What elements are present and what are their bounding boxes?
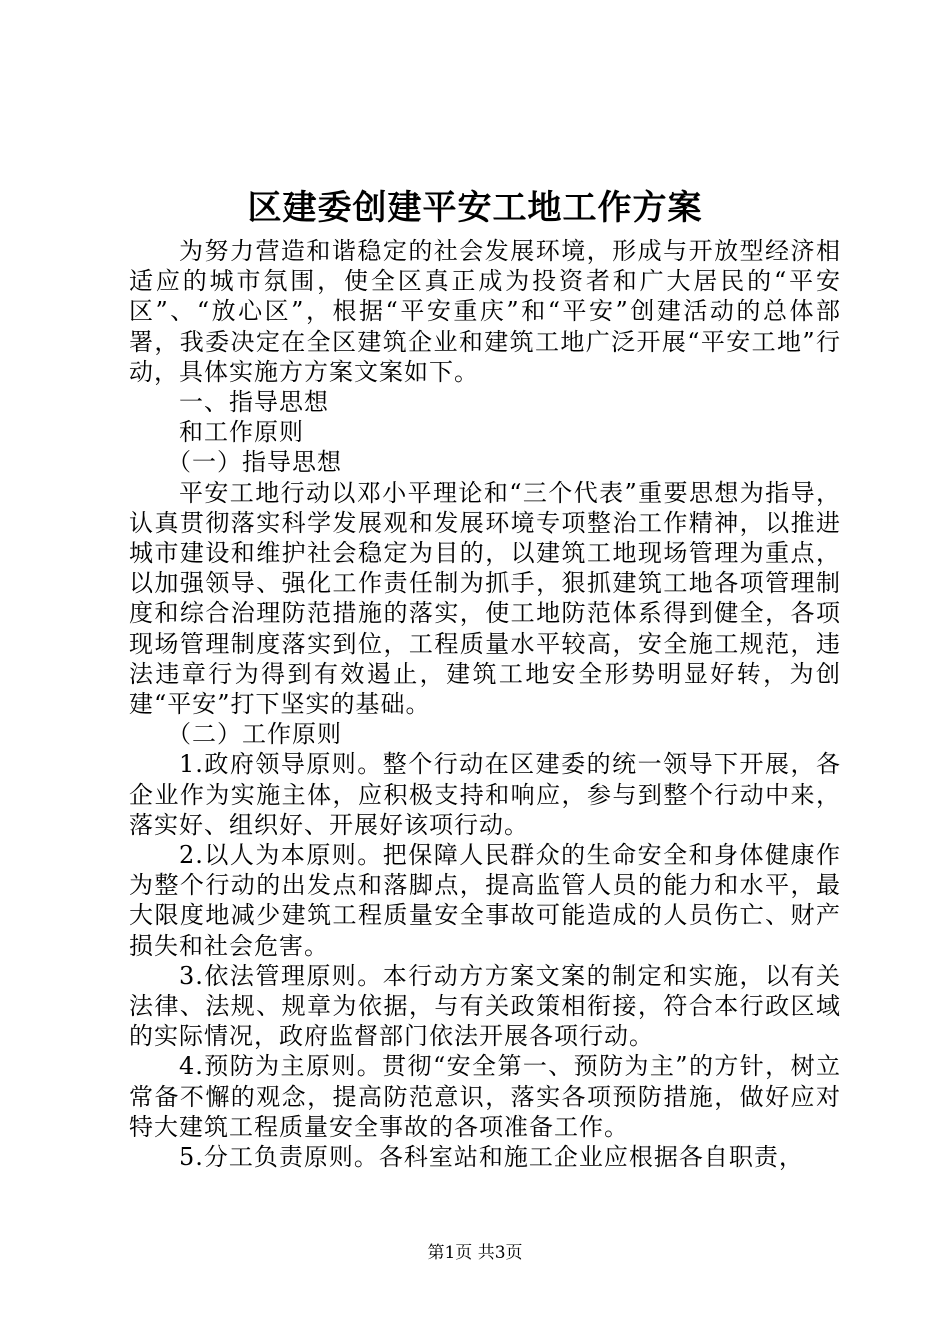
subsection-heading-guiding-ideology: （一）指导思想	[167, 448, 342, 477]
subsection-heading-work-principles: （二）工作原则	[167, 720, 342, 749]
principle-3-paragraph: 3.依法管理原则。本行动方方案文案的制定和实施，以有关法律、法规、规章为依据，与有关政策相衔接，符合本行政区域的实际情况，政府监督部门依法开展各项行动。	[129, 961, 841, 1051]
principle-5-paragraph: 5.分工负责原则。各科室站和施工企业应根据各自职责，	[179, 1143, 804, 1172]
principle-1-paragraph: 1.政府领导原则。整个行动在区建委的统一领导下开展，各企业作为实施主体，应积极支持和响应，参与到整个行动中来，落实好、组织好、开展好该项行动。	[129, 750, 841, 839]
page-footer: 第1页 共3页	[427, 1243, 523, 1263]
guiding-ideology-paragraph: 平安工地行动以邓小平理论和“三个代表”重要思想为指导，认真贯彻落实科学发展观和发展环境专项整治工作精神，以推进城市建设和维护社会稳定为目的，以建筑工地现场管理为重点，以加强领导、强化工作责任制为抓手，狠抓建筑工地各项管理制度和综合治理防范措施的落实，使工地防范体系得到健全，各项现场管理制度落实到位，工程质量水平较高，安全施工规范，违法违章行为得到有效遏止，建筑工地安全形势明显好转，为创建“平安”打下坚实的基础。	[129, 478, 841, 719]
document-title: 区建委创建平安工地工作方案	[247, 188, 703, 228]
principle-4-paragraph: 4.预防为主原则。贯彻“安全第一、预防为主”的方针，树立常备不懈的观念，提高防范意识，落实各项预防措施，做好应对特大建筑工程质量安全事故的各项准备工作。	[129, 1052, 841, 1141]
document-body	[129, 236, 841, 1172]
principle-2-paragraph: 2.以人为本原则。把保障人民群众的生命安全和身体健康作为整个行动的出发点和落脚点，提高监管人员的能力和水平，最大限度地减少建筑工程质量安全事故可能造成的人员伤亡、财产损失和社会危害。	[129, 841, 841, 960]
intro-paragraph: 为努力营造和谐稳定的社会发展环境，形成与开放型经济相适应的城市氛围，使全区真正成为投资者和广大居民的“平安区”、“放心区”，根据“平安重庆”和“平安”创建活动的总体部署，我委决定在全区建筑企业和建筑工地广泛开展“平安工地”行动，具体实施方方案文案如下。	[129, 237, 841, 386]
section-heading-1-continued: 和工作原则	[179, 418, 304, 447]
section-heading-1: 一、指导思想	[179, 388, 329, 417]
